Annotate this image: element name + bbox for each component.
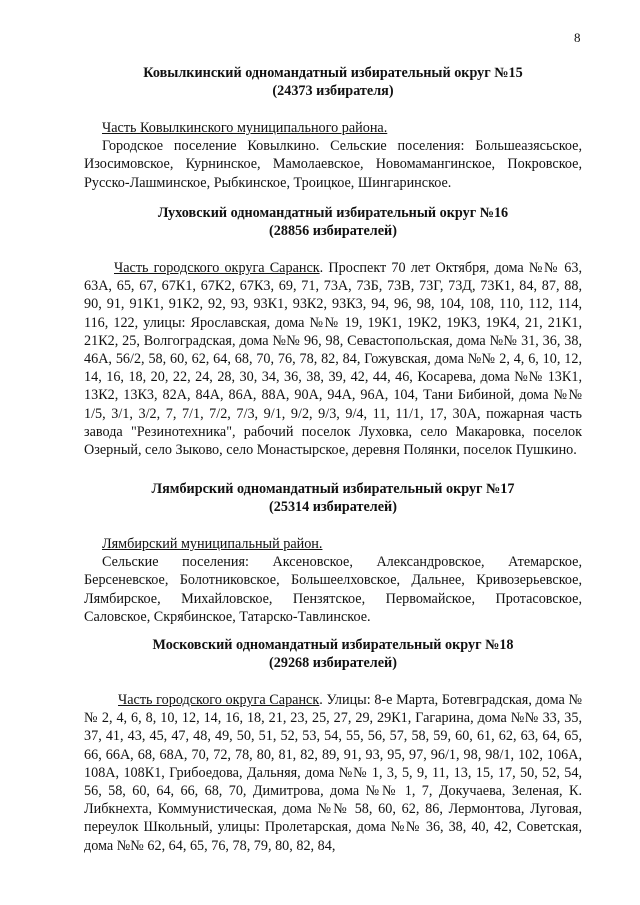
district-section-15 bbox=[84, 64, 582, 192]
district-section-18 bbox=[84, 636, 582, 855]
district-title: Ковылкинский одномандатный избирательный округ №15 bbox=[143, 65, 523, 81]
district-voters: (25314 избирателей) bbox=[269, 499, 397, 515]
district-body bbox=[84, 259, 582, 459]
district-part-label bbox=[84, 119, 582, 137]
part-label-text: Лямбирский муниципальный район. bbox=[102, 536, 323, 552]
page-number: 8 bbox=[574, 30, 581, 45]
district-body bbox=[84, 691, 582, 855]
district-body-text: Сельские поселения: Аксеновское, Александровское, Атемарское, Берсеневское, Болотниковское, Большеелховское, Дальнее, Кривозерьевское, Лямбирское, Михайловское, Пензятское, Первомайское, Протасовское, Саловское, Скрябинское, Татарско-Тавлинское. bbox=[84, 554, 582, 625]
district-body bbox=[84, 137, 582, 192]
district-body bbox=[84, 553, 582, 626]
district-voters: (29268 избирателей) bbox=[269, 655, 397, 671]
part-label-text: Часть городского округа Саранск bbox=[114, 260, 320, 276]
part-label-text: Часть городского округа Саранск bbox=[118, 692, 320, 708]
part-label-text: Часть Ковылкинского муниципального района. bbox=[102, 120, 388, 136]
district-title: Луховский одномандатный избирательный округ №16 bbox=[157, 205, 509, 221]
district-body-text: . Улицы: 8-е Марта, Ботевградская, дома №№ 2, 4, 6, 8, 10, 12, 14, 16, 18, 21, 23, 25, 27, 29, 29К1, Гагарина, дома №№ 33, 35, 37, 41, 43, 45, 47, 48, 49, 50, 51, 52, 53, 54, 55, 56, 57, 58, 59, 60, 61, 62, 63, 64, 65, 66, 66А, 68, 68А, 70, 72, 78, 80, 81, 82, 89, 91, 93, 95, 97, 96/1, 98, 98/1, 102, 106А, 108А, 108К1, Грибоедова, Дальняя, дома №№ 1, 3, 5, 9, 11, 13, 15, 17, 50, 52, 54, 56, 58, 60, 64, 66, 68, 70, Димитрова, дома №№ 1, 7, Докучаева, Зеленая, К. Либкнехта, Коммунистическая, дома №№ 58, 60, 62, 86, Лермонтова, Луговая, переулок Школьный, улицы: Пролетарская, дома №№ 36, 38, 40, 42, Советская, дома №№ 62, 64, 65, 76, 78, 79, 80, 82, 84, bbox=[84, 692, 582, 854]
district-voters: (28856 избирателей) bbox=[269, 223, 397, 239]
district-section-17 bbox=[84, 480, 582, 626]
district-part-label bbox=[84, 535, 582, 553]
district-title: Московский одномандатный избирательный округ №18 bbox=[152, 637, 514, 653]
district-section-16 bbox=[84, 204, 582, 459]
district-body-text: Городское поселение Ковылкино. Сельские поселения: Большеазясьское, Изосимовское, Курнинское, Мамолаевское, Новомамангинское, Покровское, Русско-Лашминское, Рыбкинское, Троицкое, Шингаринское. bbox=[84, 138, 582, 191]
district-voters: (24373 избирателя) bbox=[272, 83, 394, 99]
district-body-text: . Проспект 70 лет Октября, дома №№ 63, 63А, 65, 67, 67К1, 67К2, 67К3, 69, 71, 73А, 73Б, 73В, 73Г, 73Д, 73К1, 84, 87, 88, 90, 91, 91К1, 91К2, 92, 93, 93К1, 93К2, 93К3, 94, 96, 98, 104, 108, 110, 112, 114, 116, 122, улицы: Ярославская, дома №№ 19, 19К1, 19К2, 19К3, 19К4, 21, 21К1, 21К2, 25, Волгоградская, дома №№ 96, 98, Севастопольская, дома №№ 31, 36, 38, 46А, 56/2, 58, 60, 62, 64, 68, 70, 76, 78, 82, 84, Гожувская, дома №№ 2, 4, 6, 10, 12, 14, 16, 18, 20, 22, 24, 28, 30, 34, 36, 38, 39, 42, 44, 46, Косарева, дома №№ 13К1, 13К2, 13К3, 82А, 84А, 86А, 88А, 90А, 94А, 96А, 104, Тани Бибиной, дома №№ 1/5, 3/1, 3/2, 7, 7/1, 7/2, 7/3, 9/1, 9/2, 9/3, 9/4, 11, 11/1, 17, 30А, пожарная часть завода "Резинотехника", рабочий поселок Луховка, село Макаровка, поселок Озерный, село Зыково, село Монастырское, деревня Полянки, поселок Пушкино. bbox=[84, 260, 583, 459]
district-title: Лямбирский одномандатный избирательный округ №17 bbox=[151, 481, 515, 497]
